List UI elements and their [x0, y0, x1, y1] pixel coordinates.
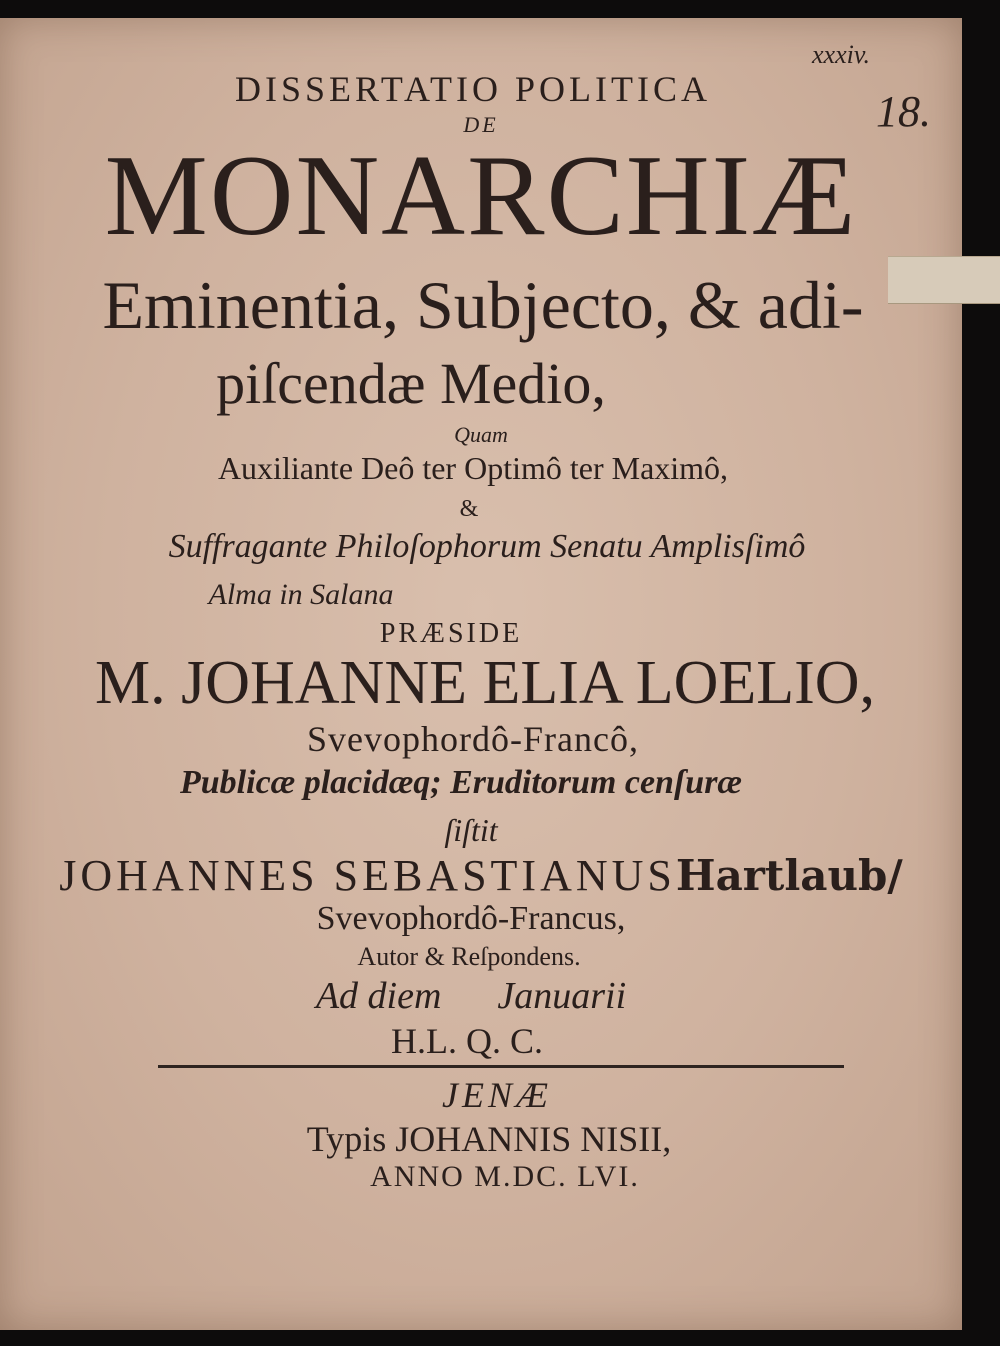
heading-de: DE: [463, 112, 499, 137]
shelfmark-note: xxxiv.: [812, 40, 870, 69]
respondent-origin: Svevophordô-Francus,: [316, 900, 626, 937]
praeses-name: M. JOHANNE ELIA LOELIO,: [94, 649, 876, 717]
line-auxiliante: Auxiliante Deô ter Optimô ter Maximô,: [217, 450, 729, 486]
line-alma: Alma in Salana: [208, 578, 394, 611]
number-note: 18.: [876, 87, 931, 136]
imprint-typis: Typis JOHANNIS NISII,: [306, 1119, 672, 1159]
heading-dissertatio: DISSERTATIO POLITICA: [235, 69, 711, 109]
imprint-anno: ANNO M.DC. LVI.: [370, 1160, 640, 1193]
respondent-line: [0, 850, 962, 901]
line-autor: Autor & Reſpondens.: [357, 942, 581, 971]
line-publicae: Publicæ placidæq; Eruditorum cenſuræ: [180, 764, 742, 801]
januarii: Januarii: [497, 975, 627, 1017]
respondent-surname: Hartlaub/: [675, 851, 903, 900]
heading-monarchiae: MONARCHIÆ: [104, 132, 858, 260]
line-quam: Quam: [454, 422, 508, 447]
date-line: [0, 974, 952, 1018]
praeses-origin: Svevophordô-Francô,: [307, 719, 639, 759]
title-line-piscendae: piſcendæ Medio,: [216, 351, 606, 416]
line-ampersand-1: &: [459, 496, 479, 522]
imprint-jenae: JENÆ: [442, 1075, 552, 1115]
horizontal-rule: [158, 1065, 844, 1068]
line-suffragante: Suffragante Philoſophorum Senatu Amplisſimô: [168, 528, 806, 565]
line-praeside: PRÆSIDE: [379, 618, 523, 649]
ad-diem: Ad diem: [315, 975, 442, 1017]
line-sistit: ſiſtit: [444, 812, 498, 848]
respondent-name: JOHANNES SEBASTIANUS: [59, 851, 676, 900]
title-line-eminentia: Eminentia, Subjecto, & adi-: [102, 267, 864, 343]
line-hlqc: H.L. Q. C.: [391, 1021, 543, 1061]
